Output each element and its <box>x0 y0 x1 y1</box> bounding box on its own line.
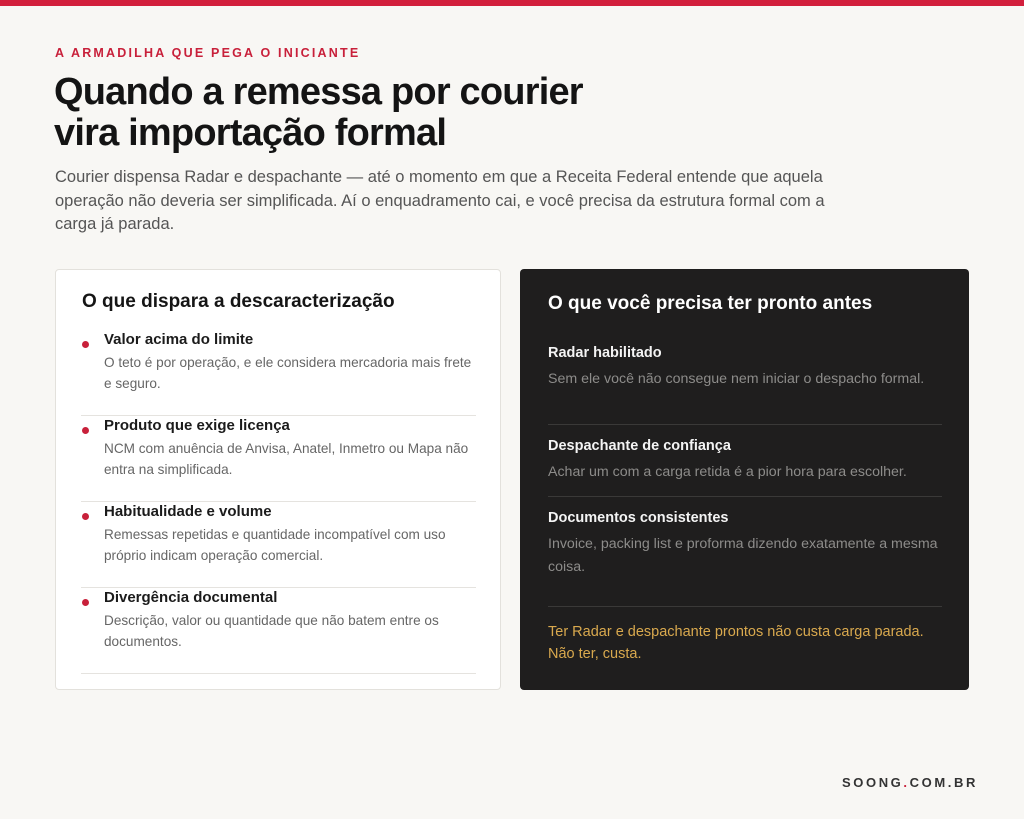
brand-dot: . <box>903 775 910 790</box>
brand-name: SOONG <box>842 775 904 790</box>
list-item-title: Divergência documental <box>104 589 278 606</box>
bullet-dot-icon <box>82 427 89 434</box>
list-item-description: O teto é por operação, e ele considera mercadoria mais frete e seguro. <box>104 355 472 391</box>
list-item-title: Habitualidade e volume <box>104 503 272 520</box>
list-item <box>81 416 476 502</box>
list-item <box>81 502 476 588</box>
list-item-title: Valor acima do limite <box>104 331 254 348</box>
list-item-description: Invoice, packing list e proforma dizendo exatamente a mesma coisa. <box>548 536 938 575</box>
prerequisites-card <box>520 269 969 690</box>
page-title <box>54 72 754 154</box>
list-item <box>548 425 942 497</box>
list-item-description: NCM com anuência de Anvisa, Anatel, Inmetro ou Mapa não entra na simplificada. <box>104 441 469 477</box>
triggers-list <box>81 330 476 674</box>
list-item-description: Descrição, valor ou quantidade que não batem entre os documentos. <box>104 613 439 649</box>
list-item <box>548 497 942 607</box>
list-item-title: Produto que exige licença <box>104 417 290 434</box>
list-item <box>81 330 476 416</box>
intro-paragraph: Courier dispensa Radar e despachante — até o momento em que a Receita Federal entende que aquela operação não deveria ser simplificada. Aí o enquadramento cai, e você precisa da estrutura formal com a carga já parada. <box>55 168 825 233</box>
prerequisites-list <box>548 332 942 607</box>
brand-domain: COM.BR <box>909 775 978 790</box>
top-accent-bar <box>0 0 1024 6</box>
list-item-description: Sem ele você não consegue nem iniciar o despacho formal. <box>548 371 925 387</box>
bullet-dot-icon <box>82 513 89 520</box>
page-title-line-1: Quando a remessa por courier <box>54 71 583 113</box>
list-item <box>81 588 476 674</box>
bullet-dot-icon <box>82 341 89 348</box>
list-item-title: Documentos consistentes <box>548 510 729 526</box>
list-item-title: Despachante de confiança <box>548 438 731 454</box>
triggers-card-title: O que dispara a descaracterização <box>82 291 395 312</box>
list-item-title: Radar habilitado <box>548 345 662 361</box>
triggers-card <box>55 269 501 690</box>
eyebrow-label: A ARMADILHA QUE PEGA O INICIANTE <box>55 46 361 60</box>
list-item-description: Achar um com a carga retida é a pior hora para escolher. <box>548 464 907 480</box>
bullet-dot-icon <box>82 599 89 606</box>
prerequisites-card-title: O que você precisa ter pronto antes <box>548 293 873 314</box>
brand-logo <box>842 775 978 790</box>
page-title-line-2: vira importação formal <box>54 112 447 154</box>
highlight-note: Ter Radar e despachante prontos não custa carga parada. Não ter, custa. <box>548 624 924 662</box>
list-item-description: Remessas repetidas e quantidade incompatível com uso próprio indicam operação comercial. <box>104 527 446 563</box>
list-item <box>548 332 942 425</box>
